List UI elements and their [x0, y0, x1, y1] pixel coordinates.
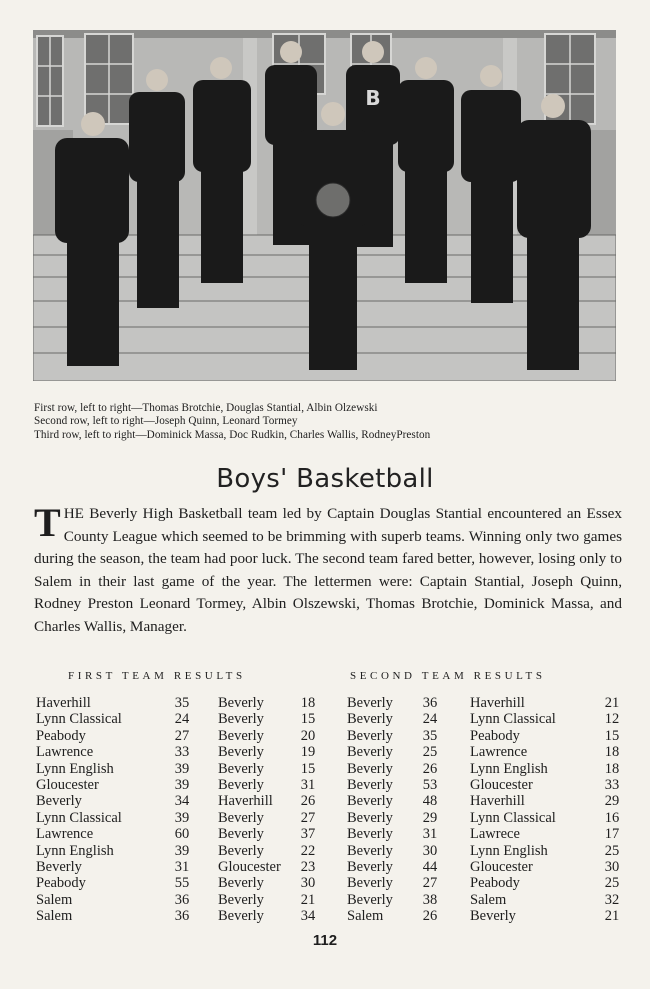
team-photo-illustration	[33, 30, 616, 381]
table-cell-score: 31	[422, 826, 438, 843]
second-team-heading: SECOND TEAM RESULTS	[350, 670, 546, 682]
table-cell-team: Beverly	[347, 695, 393, 711]
table-cell-team: Beverly	[347, 744, 393, 761]
table-cell-team: Beverly	[347, 826, 393, 843]
table-cell-score: 36	[174, 908, 190, 925]
table-cell-score: 18	[300, 695, 316, 711]
table-cell-score: 34	[174, 793, 190, 810]
table-cell-team: Beverly	[470, 908, 516, 925]
first-team-heading: FIRST TEAM RESULTS	[68, 670, 246, 682]
table-cell-team: Haverhill	[470, 793, 525, 810]
table-cell-score: 22	[300, 842, 316, 859]
table-cell-score: 39	[174, 842, 190, 859]
first-team-col-score-a	[166, 695, 198, 924]
photo-captions	[34, 402, 624, 442]
table-cell-team: Lynn English	[36, 842, 114, 859]
table-cell-team: Beverly	[218, 842, 264, 859]
table-cell-team: Lawrence	[470, 744, 528, 761]
table-cell-score: 15	[300, 711, 316, 728]
table-cell-team: Lynn Classical	[470, 711, 556, 728]
first-team-col-team-b	[218, 695, 298, 924]
table-cell-team: Beverly	[218, 744, 264, 761]
caption-line-second-row: Second row, left to right—Joseph Quinn, Leonard Tormey	[34, 415, 298, 428]
table-cell-team: Beverly	[347, 711, 393, 728]
table-cell-team: Haverhill	[218, 793, 273, 810]
table-cell-score: 25	[422, 744, 438, 761]
table-cell-team: Lawrece	[470, 826, 520, 843]
table-cell-score: 33	[174, 744, 190, 761]
table-cell-score: 27	[174, 727, 190, 744]
table-cell-score: 30	[604, 858, 620, 875]
table-cell-score: 26	[422, 908, 438, 925]
table-cell-score: 15	[300, 760, 316, 777]
table-cell-score: 60	[174, 826, 190, 843]
table-cell-score: 53	[422, 776, 438, 793]
table-cell-team: Gloucester	[36, 776, 99, 793]
table-cell-score: 39	[174, 809, 190, 826]
table-cell-team: Beverly	[347, 858, 393, 875]
table-cell-score: 20	[300, 727, 316, 744]
table-cell-team: Gloucester	[218, 858, 281, 875]
table-cell-score: 36	[422, 695, 438, 711]
table-cell-team: Lawrence	[36, 826, 94, 843]
table-cell-team: Beverly	[347, 760, 393, 777]
caption-line-third-row: Third row, left to right—Dominick Massa, Doc Rudkin, Charles Wallis, RodneyPreston	[34, 428, 431, 441]
table-cell-team: Beverly	[347, 875, 393, 892]
table-cell-score: 35	[422, 727, 438, 744]
table-cell-score: 37	[300, 826, 316, 843]
table-cell-score: 30	[300, 875, 316, 892]
table-cell-score: 29	[422, 809, 438, 826]
table-cell-team: Beverly	[218, 908, 264, 925]
table-cell-team: Beverly	[218, 727, 264, 744]
second-team-col-score-b	[600, 695, 624, 924]
table-cell-team: Salem	[36, 891, 73, 908]
table-cell-score: 35	[174, 695, 190, 711]
table-cell-team: Lynn English	[470, 842, 548, 859]
table-cell-team: Salem	[347, 908, 384, 925]
table-cell-team: Haverhill	[470, 695, 525, 711]
table-cell-score: 19	[300, 744, 316, 761]
table-cell-score: 39	[174, 760, 190, 777]
table-cell-score: 24	[422, 711, 438, 728]
page-number: 112	[312, 932, 338, 949]
table-cell-team: Beverly	[218, 809, 264, 826]
table-cell-team: Peabody	[36, 727, 86, 744]
table-cell-team: Lynn English	[36, 760, 114, 777]
table-cell-score: 21	[604, 695, 620, 711]
drop-cap: T	[34, 500, 61, 545]
table-cell-team: Beverly	[218, 760, 264, 777]
table-cell-team: Lynn Classical	[36, 711, 122, 728]
table-cell-score: 25	[604, 842, 620, 859]
table-cell-team: Lawrence	[36, 744, 94, 761]
table-cell-team: Peabody	[470, 727, 520, 744]
table-cell-team: Beverly	[218, 711, 264, 728]
table-cell-team: Beverly	[218, 875, 264, 892]
table-cell-score: 18	[604, 744, 620, 761]
table-cell-score: 29	[604, 793, 620, 810]
table-cell-score: 26	[422, 760, 438, 777]
table-cell-team: Beverly	[347, 809, 393, 826]
second-team-col-team-a	[347, 695, 422, 924]
table-cell-score: 21	[604, 908, 620, 925]
table-cell-team: Beverly	[218, 776, 264, 793]
table-cell-team: Beverly	[218, 695, 264, 711]
table-cell-score: 27	[300, 809, 316, 826]
table-cell-team: Beverly	[218, 891, 264, 908]
table-cell-score: 21	[300, 891, 316, 908]
svg-text:B: B	[365, 86, 381, 110]
table-cell-score: 15	[604, 727, 620, 744]
table-cell-team: Beverly	[36, 858, 82, 875]
table-cell-team: Beverly	[347, 776, 393, 793]
table-cell-team: Salem	[470, 891, 507, 908]
table-cell-score: 39	[174, 776, 190, 793]
table-cell-team: Beverly	[218, 826, 264, 843]
article-text: HE Beverly High Basketball team led by Captain Douglas Stantial encountered an Essex County League which seemed to be brimming with superb teams. Winning only two games during the season, the team had poor luck. The second team fared better, however, losing only to Salem in their last game of the year. The lettermen were: Captain Stantial, Joseph Quinn, Rodney Preston Leonard Tormey, Albin Olszewski, Thomas Brotchie, Dominick Massa, and Charles Wallis, Manager.	[34, 505, 622, 635]
table-cell-team: Salem	[36, 908, 73, 925]
table-cell-score: 31	[300, 776, 316, 793]
second-team-col-score-a	[418, 695, 442, 924]
table-cell-team: Lynn Classical	[36, 809, 122, 826]
table-cell-team: Beverly	[347, 842, 393, 859]
table-cell-score: 36	[174, 891, 190, 908]
table-cell-team: Beverly	[36, 793, 82, 810]
table-cell-team: Gloucester	[470, 776, 533, 793]
table-cell-team: Peabody	[36, 875, 86, 892]
table-cell-score: 17	[604, 826, 620, 843]
second-team-col-team-b	[470, 695, 600, 924]
table-cell-team: Lynn English	[470, 760, 548, 777]
table-cell-score: 44	[422, 858, 438, 875]
table-cell-score: 38	[422, 891, 438, 908]
team-photo	[33, 30, 616, 381]
article-body	[34, 500, 622, 639]
table-cell-team: Beverly	[347, 891, 393, 908]
table-cell-score: 24	[174, 711, 190, 728]
table-cell-score: 23	[300, 858, 316, 875]
table-cell-score: 30	[422, 842, 438, 859]
caption-line-first-row: First row, left to right—Thomas Brotchie, Douglas Stantial, Albin Olzewski	[34, 402, 378, 414]
table-cell-team: Beverly	[347, 727, 393, 744]
table-cell-team: Gloucester	[470, 858, 533, 875]
table-cell-score: 27	[422, 875, 438, 892]
table-cell-score: 34	[300, 908, 316, 925]
table-cell-team: Peabody	[470, 875, 520, 892]
table-cell-score: 18	[604, 760, 620, 777]
table-cell-team: Lynn Classical	[470, 809, 556, 826]
table-cell-score: 25	[604, 875, 620, 892]
table-cell-team: Beverly	[347, 793, 393, 810]
first-team-col-score-b	[296, 695, 320, 924]
table-cell-score: 12	[604, 711, 620, 728]
first-team-col-team-a	[36, 695, 166, 924]
table-cell-score: 32	[604, 891, 620, 908]
table-cell-team: Haverhill	[36, 695, 91, 711]
table-cell-score: 33	[604, 776, 620, 793]
table-cell-score: 48	[422, 793, 438, 810]
table-cell-score: 31	[174, 858, 190, 875]
table-cell-score: 55	[174, 875, 190, 892]
page-title: Boys' Basketball	[216, 464, 434, 494]
table-cell-score: 16	[604, 809, 620, 826]
table-cell-score: 26	[300, 793, 316, 810]
